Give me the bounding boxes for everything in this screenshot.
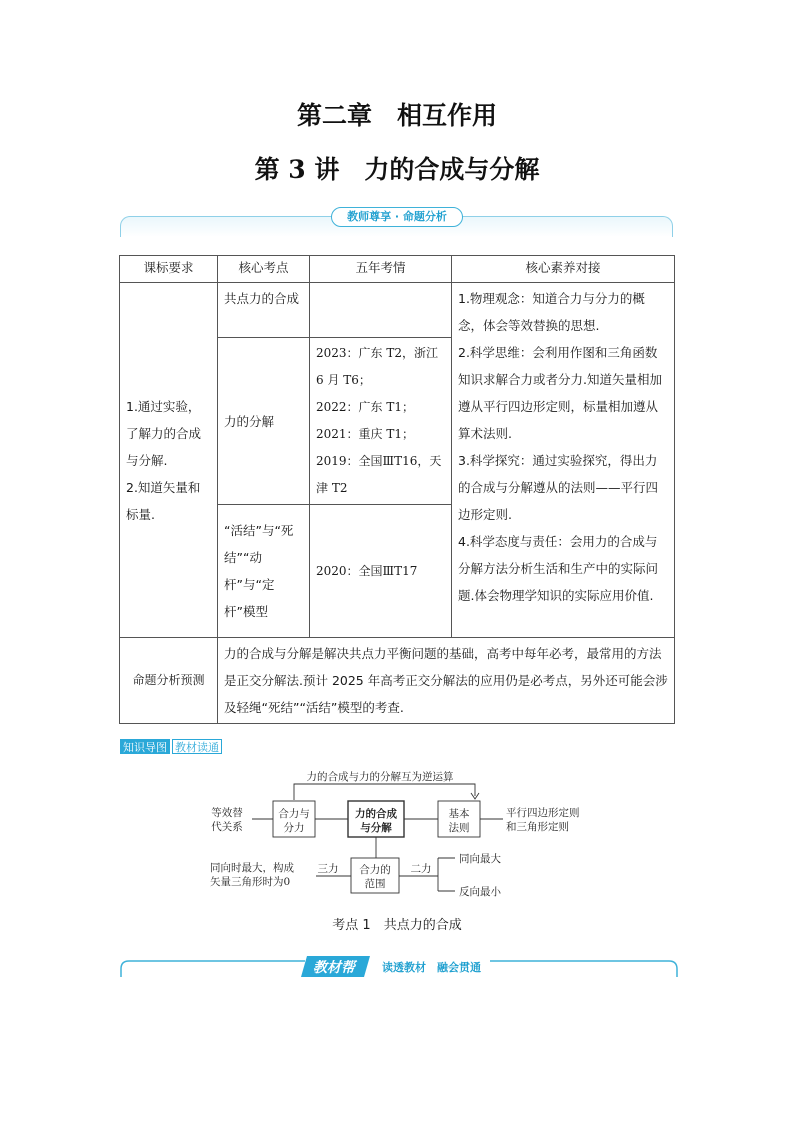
textbook-tag: 教材读通: [172, 739, 222, 754]
banner-logo: 教材帮: [313, 960, 355, 976]
diagram-right-note: 和三角形定则: [506, 821, 569, 833]
exam-cell: [310, 283, 452, 338]
prediction-text: 力的合成与分解是解决共点力平衡问题的基础，高考中每年必考，最常用的方法是正交分解法.预计 2025 年高考正交分解法的应用仍是必考点，另外还可能会涉及轻绳“死结”“活结”模型的考查.: [218, 638, 675, 724]
label-two-forces: 二力: [410, 863, 432, 875]
knowledge-tag: [120, 739, 222, 754]
exam-cell: 2020：全国ⅢT17: [310, 505, 452, 638]
box-center: 与分解: [360, 822, 392, 834]
literacy-item: 1.物理观念：知道合力与分力的概念，体会等效替换的思想.: [458, 291, 645, 333]
three-force-note: 矢量三角形时为0: [210, 876, 291, 888]
exam-item: 2023：广东 T2，浙江 6 月 T6；: [316, 346, 438, 387]
topic-cell: 力的分解: [218, 338, 310, 505]
header-exams: 五年考情: [310, 256, 452, 283]
banner-slogan: 读透教材 融会贯通: [382, 961, 481, 974]
header-topics: 核心考点: [218, 256, 310, 283]
analysis-table: [119, 255, 675, 724]
requirements-cell: [120, 283, 218, 638]
header-requirements: 课标要求: [120, 256, 218, 283]
knowledge-map-diagram: [200, 766, 600, 898]
box-resultant-component: 合力与: [278, 808, 310, 820]
two-force-max: 同向最大: [459, 853, 501, 865]
section-caption: 考点 1 共点力的合成: [332, 918, 462, 933]
box-range: 合力的: [359, 864, 391, 876]
textbook-banner: [120, 955, 678, 979]
teacher-banner-label: 教师尊享 · 命题分析: [331, 207, 463, 227]
label-three-forces: 三力: [317, 863, 339, 875]
teacher-banner: [120, 206, 673, 236]
literacy-item: 2.科学思维：会利用作图和三角函数知识求解合力或者分力.知道矢量相加遵从平行四边形定则，标量相加遵从算术法则.: [458, 345, 662, 441]
box-basic-rule: 法则: [448, 822, 470, 834]
header-literacy: 核心素养对接: [452, 256, 675, 283]
diagram-right-note: 平行四边形定则: [506, 807, 580, 819]
literacy-item: 4.科学态度与责任：会用力的合成与分解方法分析生活和生产中的实际问题.体会物理学知识的实际应用价值.: [458, 534, 659, 603]
table-row: [120, 283, 675, 338]
lecture-title: 第 3 讲 力的合成与分解: [254, 155, 540, 184]
exam-item: 2019：全国ⅢT16，天津 T2: [316, 454, 442, 495]
box-basic-rule: 基本: [448, 808, 470, 820]
topic-cell: 共点力的合成: [218, 283, 310, 338]
exam-item: 2021：重庆 T1；: [316, 427, 414, 441]
chapter-title: 第二章 相互作用: [296, 101, 497, 130]
three-force-note: 同向时最大，构成: [210, 862, 294, 874]
literacy-item: 3.科学探究：通过实验探究，得出力的合成与分解遵从的法则——平行四边形定则.: [458, 453, 659, 522]
box-center: 力的合成: [355, 808, 397, 820]
topic-cell: “活结”与“死结”“动杆”与“定杆”模型: [218, 505, 310, 638]
table-header-row: [120, 256, 675, 283]
box-range: 范围: [364, 878, 386, 890]
requirement-item: 1.通过实验，了解力的合成与分解.: [126, 398, 202, 468]
prediction-label: 命题分析预测: [120, 638, 218, 724]
two-force-min: 反向最小: [459, 886, 501, 898]
exam-item: 2022：广东 T1；: [316, 400, 414, 414]
diagram-top-label: 力的合成与力的分解互为逆运算: [306, 771, 454, 783]
box-resultant-component: 分力: [283, 822, 305, 834]
exam-cell: [310, 338, 452, 505]
diagram-left-note: 代关系: [211, 821, 243, 833]
knowledge-map-tag: 知识导图: [120, 739, 170, 754]
diagram-left-note: 等效替: [211, 807, 243, 819]
literacy-cell: [452, 283, 675, 638]
table-row: [120, 638, 675, 724]
requirement-item: 2.知道矢量和标量.: [126, 479, 201, 522]
